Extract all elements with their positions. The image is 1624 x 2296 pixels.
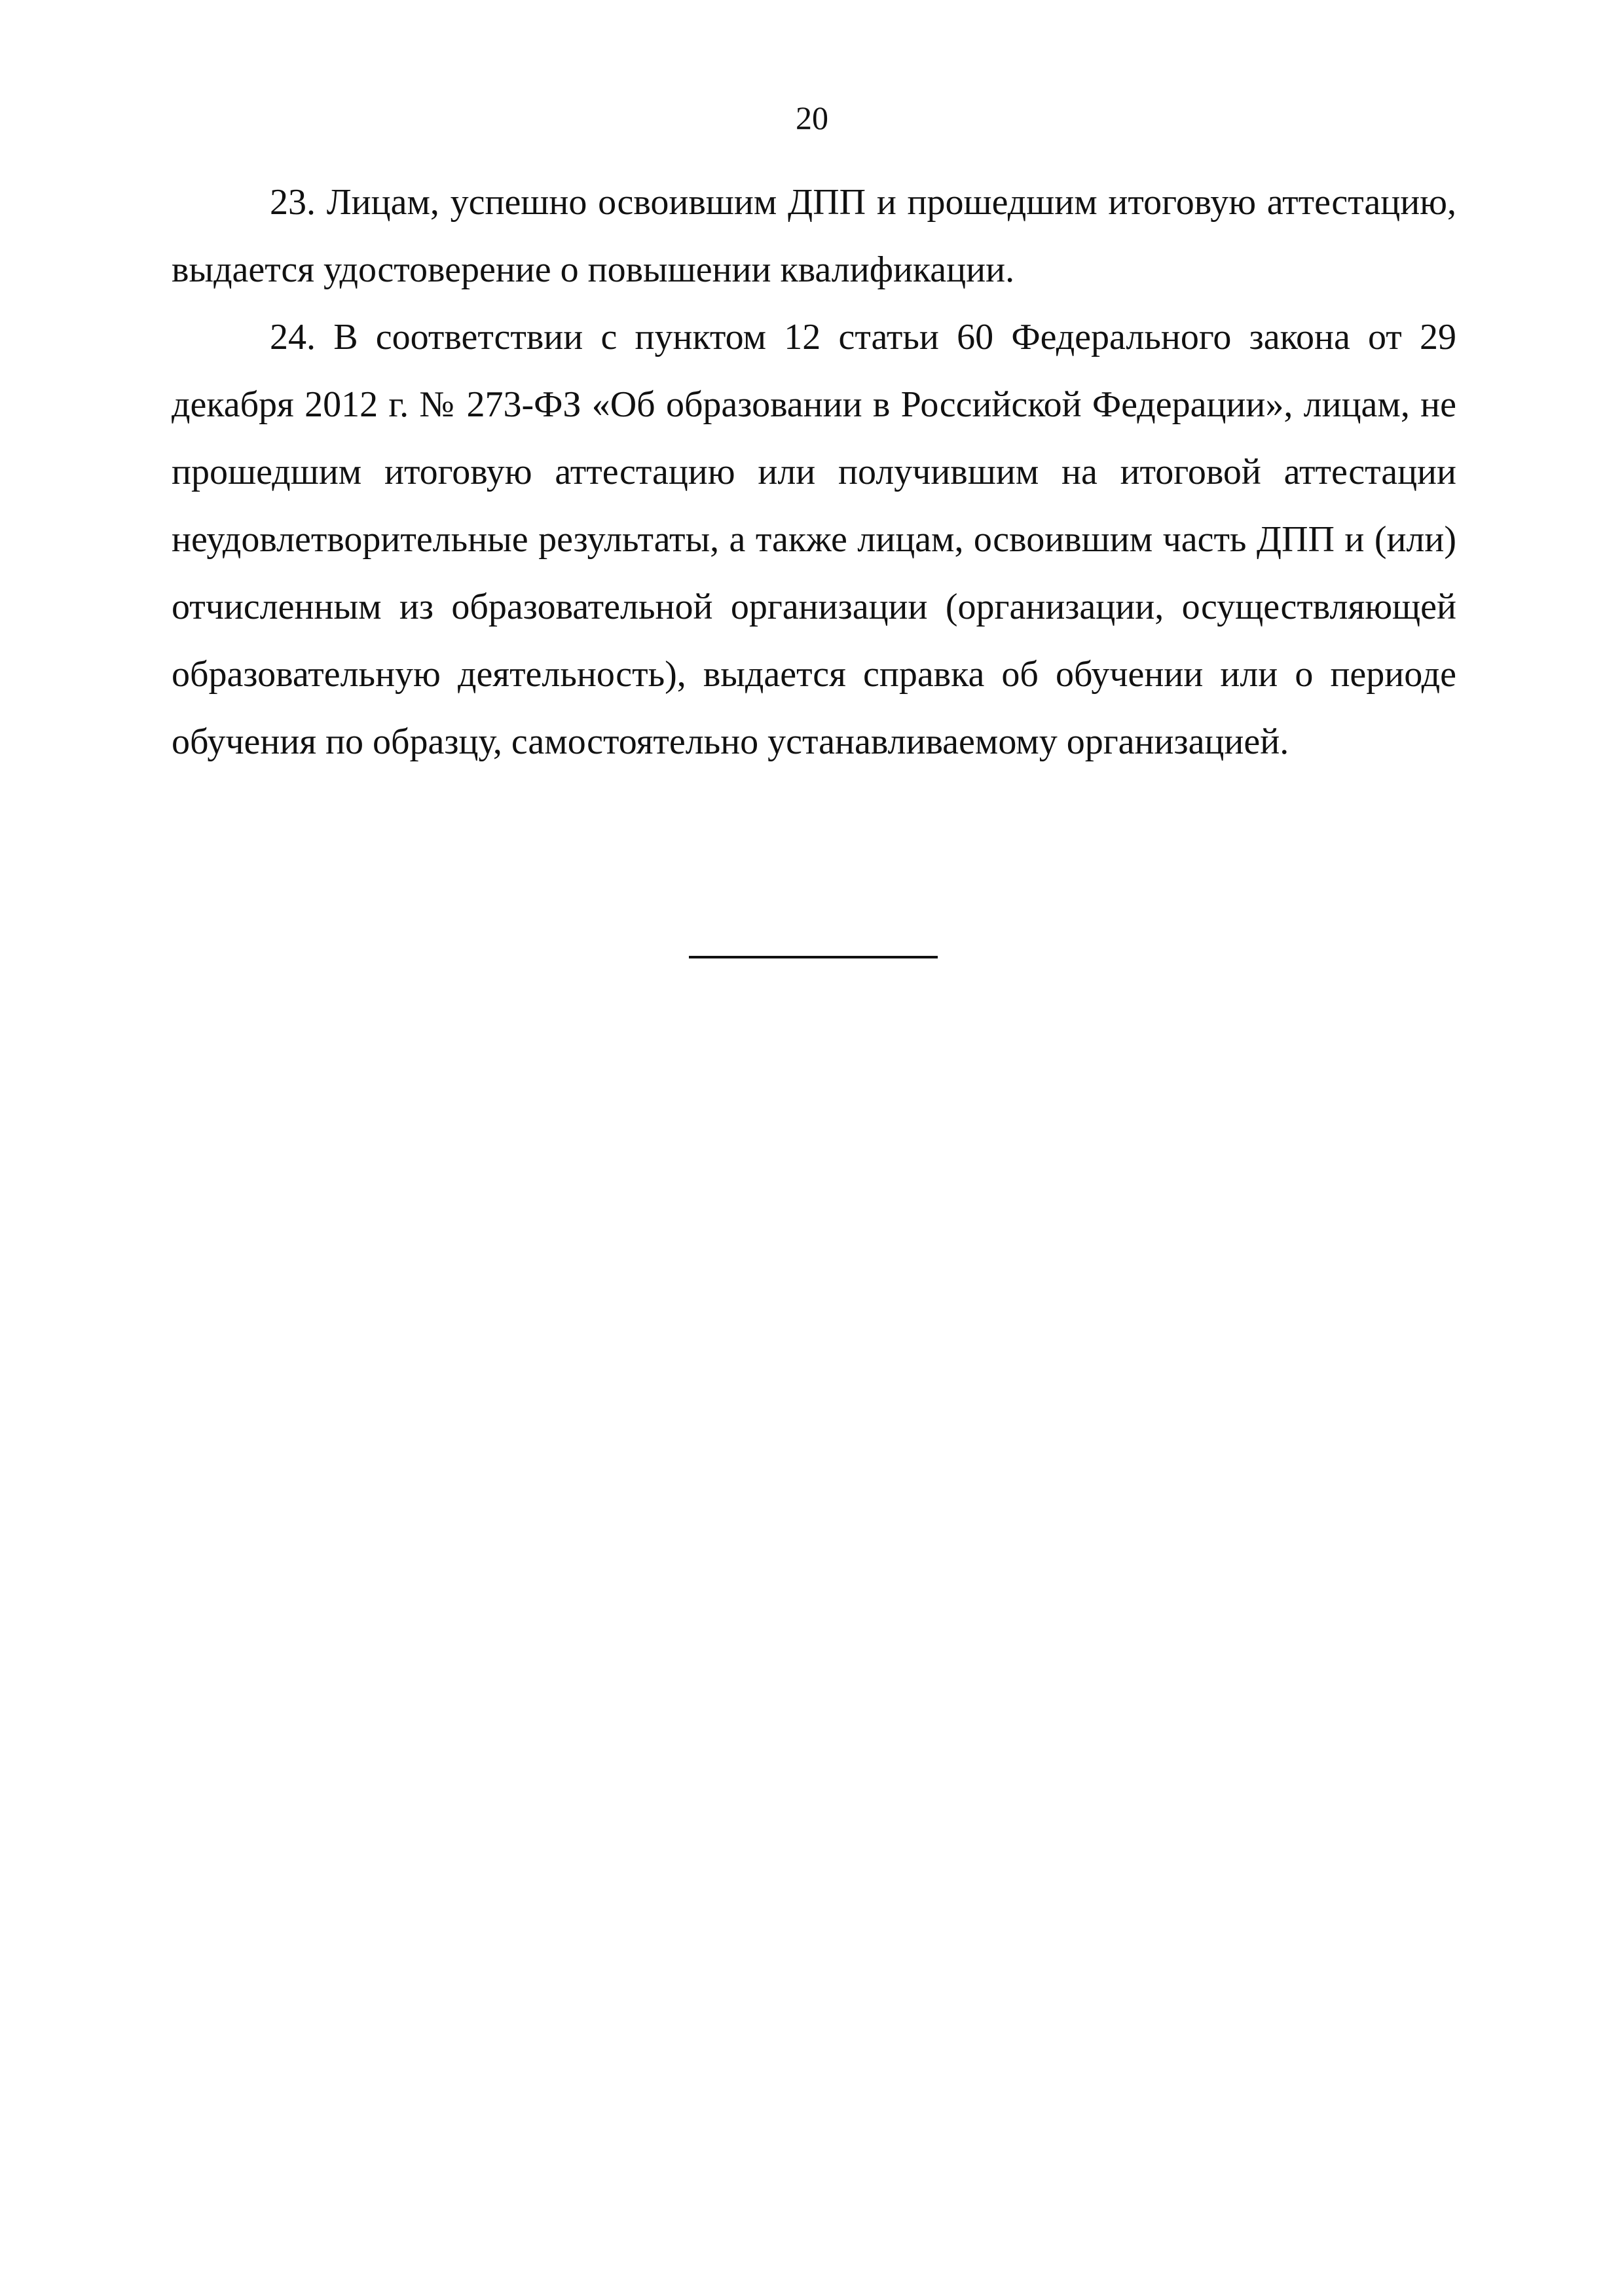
paragraph-23: 23. Лицам, успешно освоившим ДПП и прошедшим итоговую аттестацию, выдается удостоверение о повышении квалификации. <box>172 182 1456 290</box>
end-of-document-rule <box>689 956 938 958</box>
paragraph-24: 24. В соответствии с пунктом 12 статьи 60 Федерального закона от 29 декабря 2012 г. № 273-ФЗ «Об образовании в Российской Федерации», лицам, не прошедшим итоговую аттестацию или получившим на итоговой аттестации неудовлетворительные результаты, а также лицам, освоившим часть ДПП и (или) отчисленным из образовательной организации (организации, осуществляющей образовательную деятельность), выдается справка об обучении или о периоде обучения по образцу, самостоятельно устанавливаемому организацией. <box>172 317 1456 762</box>
page-number: 20 <box>796 100 828 136</box>
document-body <box>172 169 1456 776</box>
